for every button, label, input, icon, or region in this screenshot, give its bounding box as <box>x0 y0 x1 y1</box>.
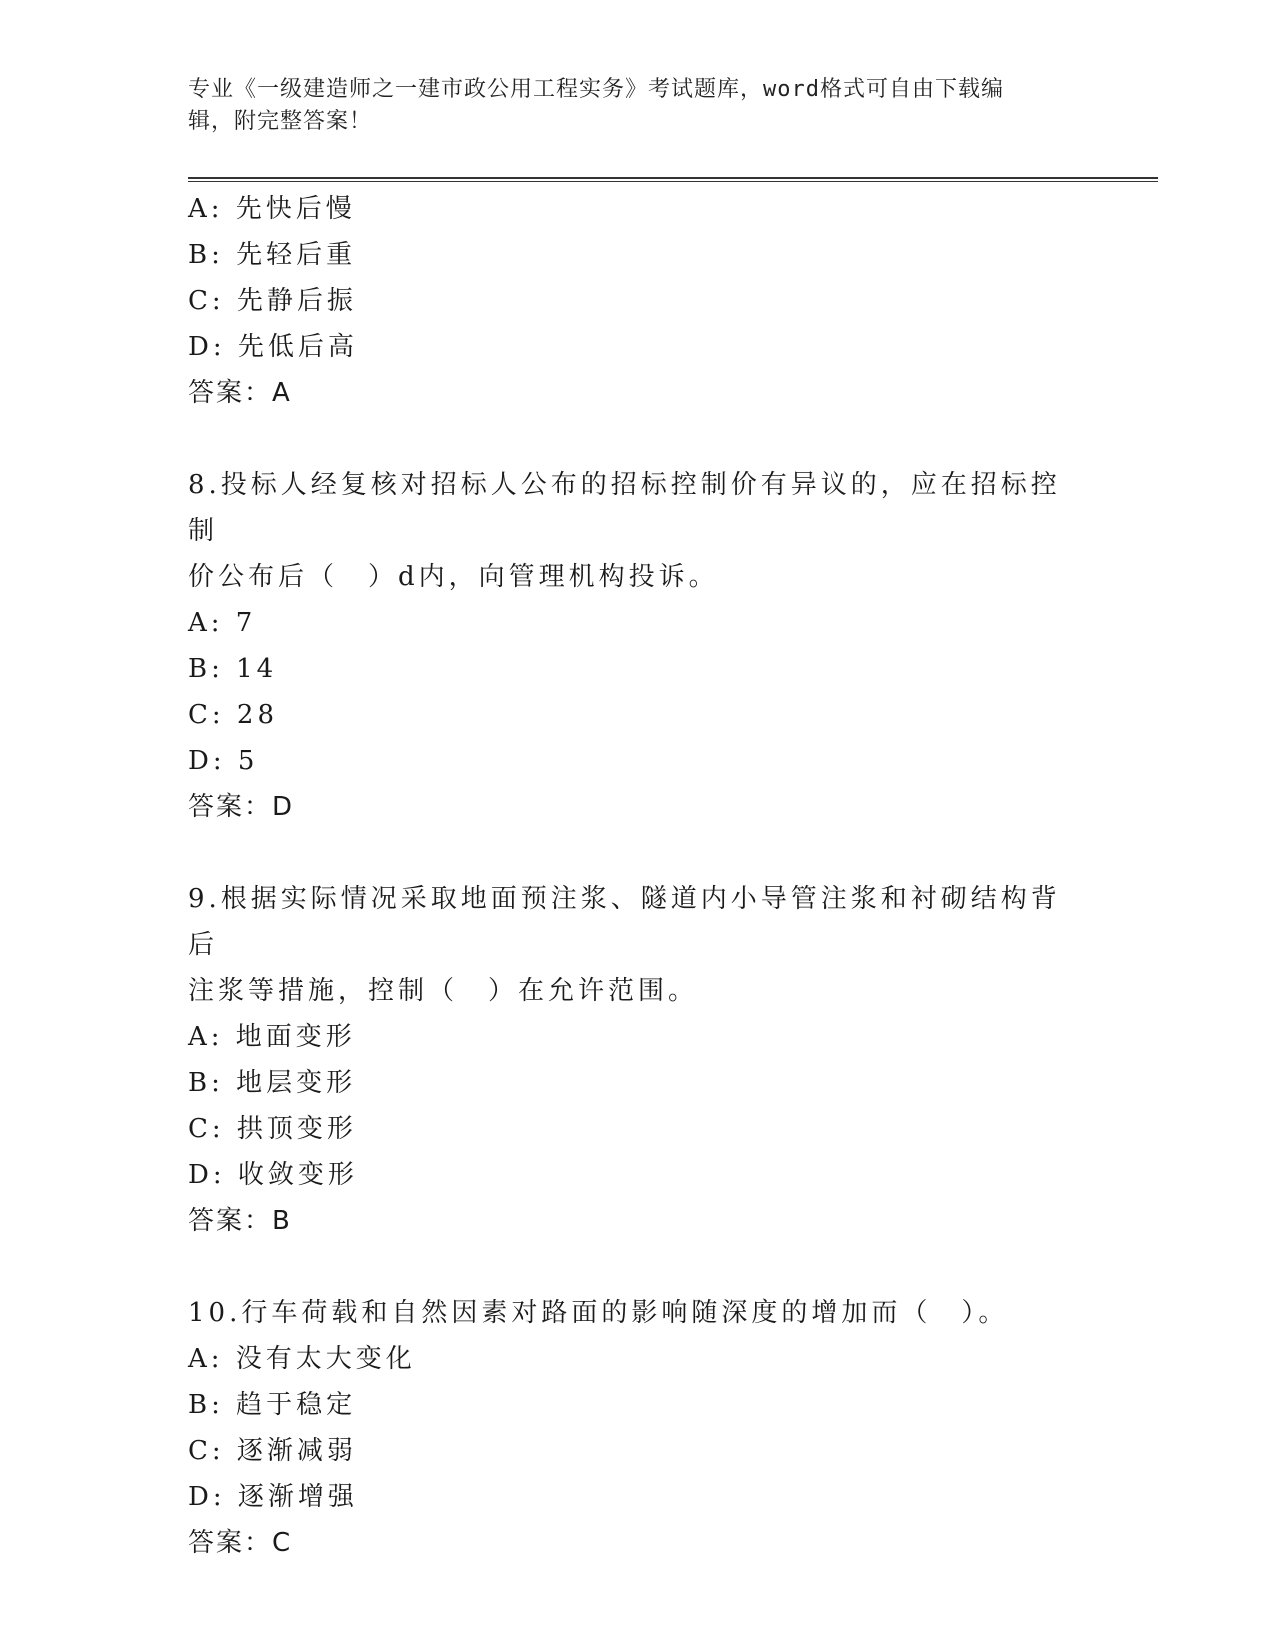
question-list <box>188 186 1158 1612</box>
option-a: A: 7 <box>188 608 257 638</box>
option-a: A: 地面变形 <box>188 1022 356 1052</box>
question-text-line-1: 9.根据实际情况采取地面预注浆、隧道内小导管注浆和衬砌结构背后 <box>188 884 1061 960</box>
option-d: D: 收敛变形 <box>188 1160 358 1190</box>
option-d: D: 逐渐增强 <box>188 1482 358 1512</box>
answer-line: 答案：A <box>188 378 292 408</box>
header-line-2: 辑，附完整答案！ <box>188 109 373 134</box>
header-line-1: 专业《一级建造师之一建市政公用工程实务》考试题库，word格式可自由下载编 <box>188 77 1004 102</box>
question-text-line-1: 10.行车荷载和自然因素对路面的影响随深度的增加而（ ）。 <box>188 1298 1009 1328</box>
option-b: B: 地层变形 <box>188 1068 357 1098</box>
document-page <box>188 0 1158 1650</box>
document-header <box>188 74 1068 138</box>
question-text-line-2: 注浆等措施，控制（ ）在允许范围。 <box>188 976 699 1006</box>
option-a: A: 先快后慢 <box>188 194 356 224</box>
question-block-9 <box>188 876 1158 1244</box>
answer-line: 答案：D <box>188 792 295 822</box>
option-b: B: 14 <box>188 654 278 684</box>
answer-line: 答案：B <box>188 1206 292 1236</box>
option-c: C: 先静后振 <box>188 286 357 316</box>
option-c: C: 逐渐减弱 <box>188 1436 357 1466</box>
question-text-line-1: 8.投标人经复核对招标人公布的招标控制价有异议的，应在招标控制 <box>188 470 1061 546</box>
option-a: A: 没有太大变化 <box>188 1344 416 1374</box>
header-divider <box>188 177 1158 182</box>
option-d: D: 先低后高 <box>188 332 358 362</box>
option-c: C: 拱顶变形 <box>188 1114 357 1144</box>
option-b: B: 趋于稳定 <box>188 1390 357 1420</box>
question-text-line-2: 价公布后（ ）d内，向管理机构投诉。 <box>188 562 719 592</box>
option-b: B: 先轻后重 <box>188 240 357 270</box>
option-d: D: 5 <box>188 746 259 776</box>
question-block-8 <box>188 462 1158 830</box>
question-block-10 <box>188 1290 1158 1566</box>
answer-line: 答案：C <box>188 1528 293 1558</box>
question-block-7 <box>188 186 1158 416</box>
option-c: C: 28 <box>188 700 279 730</box>
